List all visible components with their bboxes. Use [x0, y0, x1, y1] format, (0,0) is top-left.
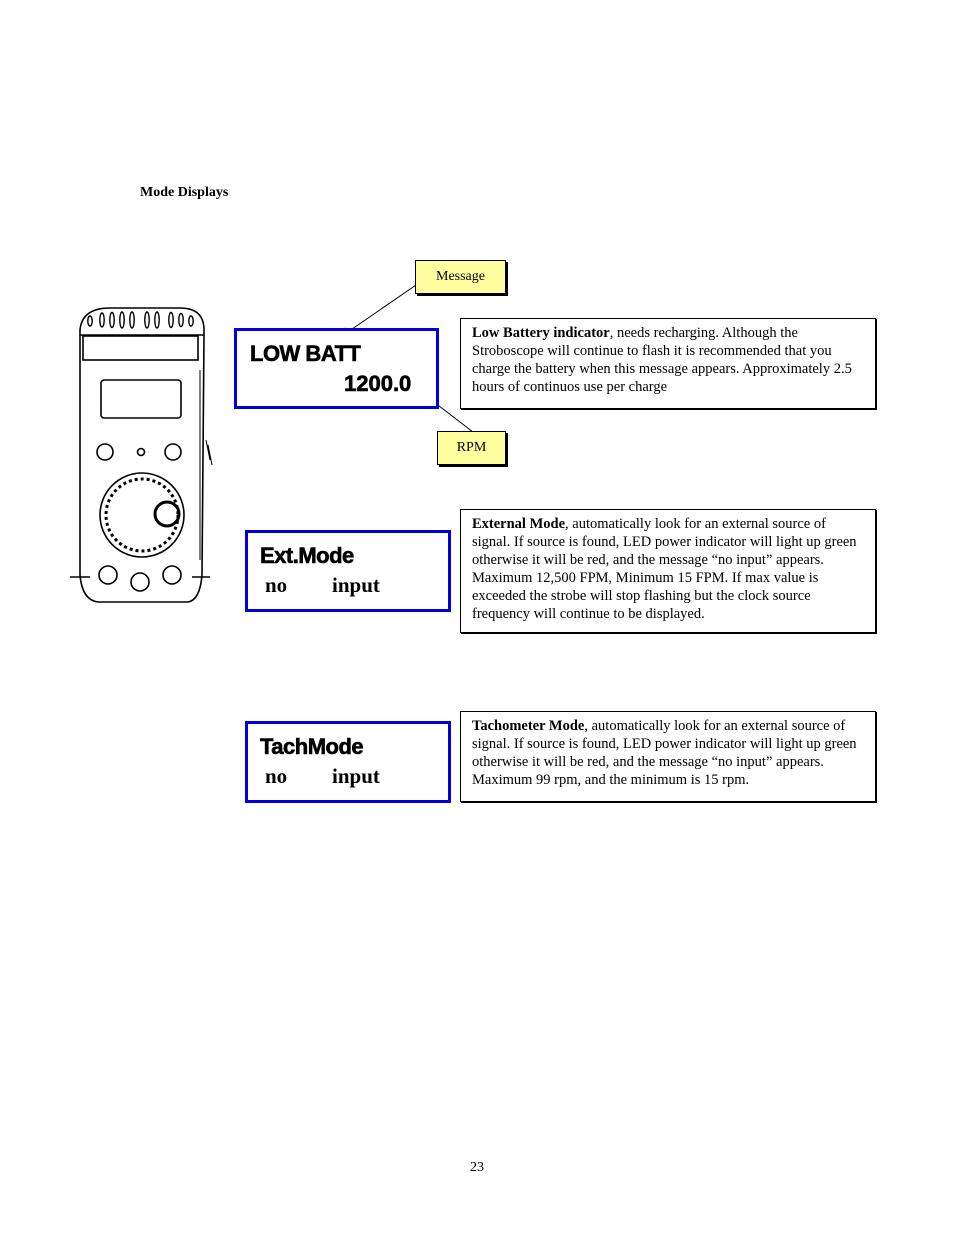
- tachometer-mode-description: [460, 711, 876, 802]
- lcd-tach-mode-word-no: no: [265, 764, 288, 788]
- low-battery-description: [460, 318, 876, 409]
- lcd-tach-mode-word-input: input: [332, 764, 380, 788]
- lcd-tach-mode: [245, 721, 451, 803]
- page-number: 23: [470, 1160, 484, 1175]
- external-mode-description: [460, 509, 876, 633]
- lcd-ext-mode-line1: Ext.Mode: [260, 543, 354, 568]
- tachometer-mode-title: Tachometer Mode: [472, 718, 585, 734]
- external-mode-title: External Mode: [472, 516, 566, 532]
- lcd-ext-mode-word-no: no: [265, 573, 288, 597]
- rpm-callout: RPM: [437, 431, 506, 465]
- lcd-low-batt: [234, 328, 439, 409]
- lcd-tach-mode-line1: TachMode: [260, 734, 364, 759]
- external-mode-body: , automatically look for an external source of signal. If source is found, LED power indicator will light up green otherwise it will be red, and the message “no input” appears. Maximum 12,500 FPM, Minimum 15 FPM. If max value is exceeded the strobe will stop flashing but the clock source frequency will continue to be displayed.: [472, 516, 857, 622]
- tachometer-mode-body: , automatically look for an external source of signal. If source is found, LED power indicator will light up green otherwise it will be red, and the message “no input” appears. Maximum 99 rpm, and the minimum is 15 rpm.: [472, 718, 857, 788]
- message-callout: Message: [415, 260, 506, 294]
- low-battery-title: Low Battery indicator: [472, 325, 610, 341]
- lcd-low-batt-line1: LOW BATT: [250, 341, 361, 366]
- lcd-low-batt-rpm-value: 1200.0: [344, 371, 412, 396]
- callout-arrows: [0, 0, 954, 500]
- low-battery-body: , needs recharging. Although the Stroboscope will continue to flash it is recommended that you charge the battery when this message appears. Approximately 2.5 hours of continuos use per charge: [472, 325, 852, 395]
- lcd-ext-mode-word-input: input: [332, 573, 380, 597]
- lcd-ext-mode: [245, 530, 451, 612]
- section-heading: Mode Displays: [140, 185, 229, 200]
